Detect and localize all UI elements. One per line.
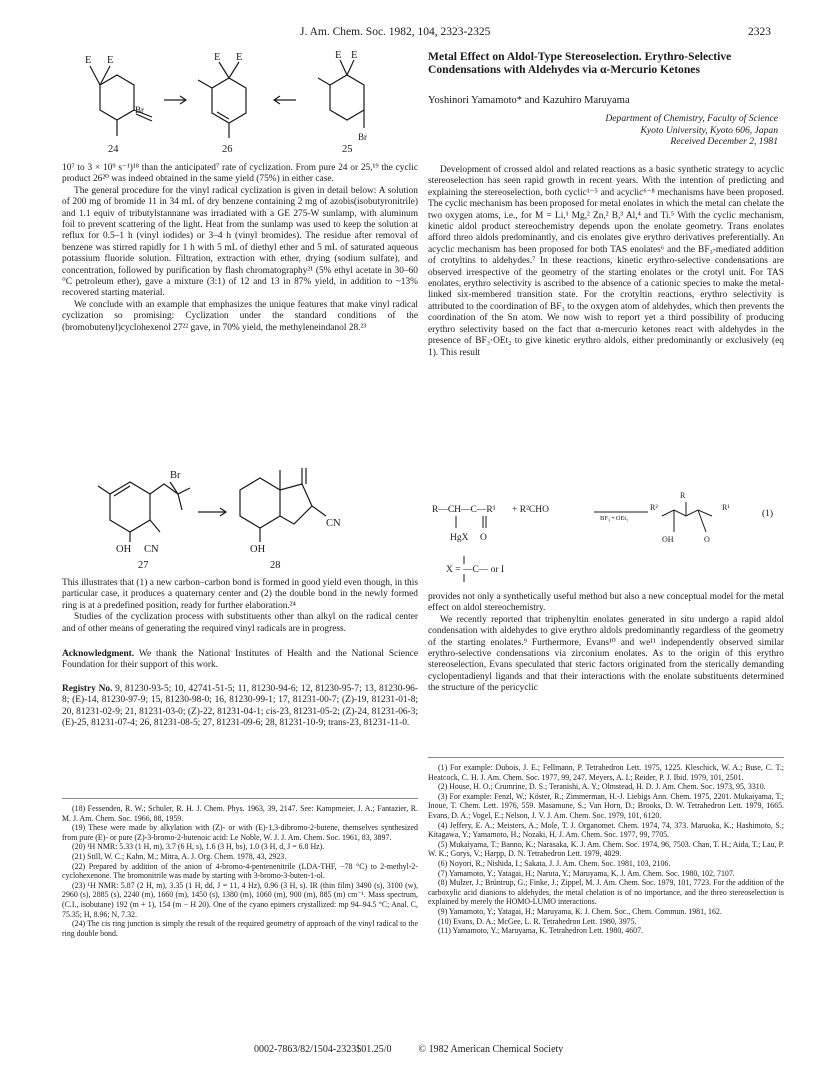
eq-reagent: BF₃ • OEt₂	[600, 515, 629, 522]
br-label: Br	[135, 105, 144, 115]
right-column-lower	[428, 592, 784, 695]
footnote-rule	[62, 798, 418, 799]
footer-copyright: © 1982 American Chemical Society	[418, 1044, 564, 1055]
e-sub: E	[107, 55, 114, 66]
footnote: (20) ¹H NMR: 5.33 (1 H, m), 3.7 (6 H, s), 1.6 (3 H, bs), 1.0 (3 H, d, J = 6.8 Hz).	[72, 842, 325, 852]
footnote: (22) Prepared by addition of the anion of 4-bromo-4-pentenenitrile (LDA-THF, −78 °C) to 2-methyl-2-cyclohexenone. The bromonitrile was made by starting with 3-bromo-3-buten-1-ol.	[62, 861, 418, 881]
footnote: (2) House, H. O.; Crumrine, D. S.; Teranishi, A. Y.; Olmstead, H. D. J. Am. Chem. Soc. 1973, 95, 3310.	[438, 782, 766, 792]
eq-oh: OH	[662, 535, 674, 544]
footnote: (1) For example: Dubois, J. E.; Fellmann, P. Tetrahedron Lett. 1975, 1225. Kleschick, W. A.; Buse, C. T.; Heatcock, C. H. J. Am. Chem. Soc. 1977, 99, 247. Meyers, A. I.; Reider, P. J. Ibid. 1979, 101, 2501.	[428, 763, 784, 782]
footnote: (6) Noyori, R.; Nishida, I.; Sakata, J. J. Am. Chem. Soc. 1981, 103, 2106.	[438, 858, 671, 868]
scheme-27-28	[90, 460, 390, 574]
cn-label: CN	[144, 544, 159, 555]
eq-x-def: X = —C— or I	[446, 565, 505, 575]
paragraph: The general procedure for the vinyl radical cyclization is given in detail below: A solution of 200 mg of bromide 11 in 34 mL of dry benzene containing 2 mg of azobis(isobutyronitrile) and 1.1 equiv of tributylstannane was irradiated with a GE 275-W sunlamp, with aluminum foil to prevent scattering of the light. Heat from the sunlamp was used to keep the solution at reflux for 0.5–1 h (vinyl iodides) or 3–4 h (vinyl bromides). The residue after removal of benzene was stirred rapidly for 1 h with 5 mL of diethyl ether and 5 mL of saturated aqueous potassium fluoride solution. Filtration, extraction with ether, drying (sodium sulfate), and concentration, followed by purification by flash chromatography²¹ (5% ethyl acetate in 30–60 °C petroleum ether), gave a mixture (3:1) of 12 and 13 in 87% yield, in addition to ~13% recovered starting material.	[62, 185, 418, 299]
compound-label-24: 24	[108, 144, 119, 155]
scheme-24-26-25	[62, 50, 418, 156]
e-sub: E	[214, 52, 221, 63]
br-label: Br	[170, 470, 181, 481]
footnote-rule	[428, 757, 784, 758]
footnote: (4) Jeffery, E. A.; Meisters, A.; Mole, T. J. Organomet. Chem. 1974, 74, 373. Maruoka, K.; Hashimoto, S.; Kitagawa, Y.; Yamamoto, H.; Nozaki, H. J. Am. Chem. Soc. 1977, 99, 7705.	[428, 820, 784, 840]
e-sub: E	[335, 50, 342, 61]
eq-r2: R²	[650, 503, 658, 512]
footnote: (9) Yamamoto, Y.; Yatagai, H.; Maruyama, K. J. Chem. Soc., Chem. Commun. 1981, 162.	[438, 906, 722, 916]
paragraph: We conclude with an example that emphasizes the unique features that make vinyl radical cyclization so promising: Cyclization under the standard conditions of the (bromobutenyl)cyclohexenol 27²² gave, in 70% yield, the methyleneindanol 28.²³	[62, 299, 418, 333]
registry: Registry No. 9, 81230-93-5; 10, 42741-51-5; 11, 81230-94-6; 12, 81230-95-7; 13, 81230-96-8; (E)-14, 81230-97-9; 15, 81230-98-0; 16, 81230-99-1; 17, 81231-00-7; (Z)-19, 81231-01-8; 20, 81231-02-9; 21, 81231-03-0; (Z)-22, 81231-04-1; cis-23, 81231-05-2; (Z)-24, 81231-06-3; (E)-25, 81231-07-4; 26, 81231-08-5; 27, 81231-09-6; 28, 81231-10-9; trans-23, 81231-11-0.	[62, 683, 418, 729]
paragraph: provides not only a synthetically useful method but also a new conceptual model for the metal effect on aldol stereochemistry.	[428, 592, 784, 614]
footnote: (19) These were made by alkylation with (Z)- or with (E)-1,3-dibromo-2-butene, themselves synthesized from pure (E)- or pure (Z)-3-bromo-2-butenoic acid: Le Noble, W. J. J. Am. Chem. Soc. 1961, 83, 3897.	[62, 823, 418, 842]
compound-label-28: 28	[270, 560, 281, 571]
oh-label: OH	[250, 544, 266, 555]
left-column	[62, 163, 418, 334]
paragraph: Development of crossed aldol and related reactions as a basic synthetic strategy to acyclic stereoselection has seen rapid growth in recent years. With the intention of predicting and explaining the stereoselection, both cyclic¹⁻⁵ and acyclic⁶⁻⁸ mechanisms have been proposed. The cyclic mechanism has been proposed for metal enolates in which the metal can chelate the two oxygen atoms, i.e., for M = Li,¹ Mg,² Zn,² B,³ Al,⁴ and Ti.⁵ With the cyclic mechanism, kinetic aldol product stereochemistry depends upon the enolate geometry. Trans enolates afford threo aldols predominantly, and cis enolates give erythro derivatives preferentially. An acyclic mechanism has been proposed for both TAS enolates⁶ and the BF₃-mediated addition of crotyltins to aldehydes.⁷ In these reactions, kinetic erythro-selective condensations are observed irrespective of the geometry of the starting enolates or the crotyl unit. For TAS enolates, erythro selectivity is ascribed to the absence of a cationic species to make the metal-linked six-membered transition state. For the crotyltin reactions, erythro selectivity is attributed to the coordination of BF₃ to the oxygen atom of aldehydes, which then prevents the coordination of the Sn atom. We now wish to report yet a third possibility of producing erythro selectivity based on the fact that α-mercurio ketones react with aldehydes in the presence of BF₃·OEt₂ to give kinetic erythro aldols, either predominantly or exclusively (eq 1). This result	[428, 165, 784, 358]
footnote: (24) The cis ring junction is simply the result of the required geometry of approach of the vinyl radical to the ring double bond.	[62, 919, 418, 938]
compound-label-26: 26	[222, 144, 233, 155]
eq-r1: R¹	[722, 503, 730, 512]
right-column	[428, 165, 784, 359]
eq-o2: O	[704, 535, 710, 544]
eq-oxygen: O	[480, 533, 487, 543]
e-sub: E	[85, 55, 92, 66]
footnote: (3) For example: Fenzl, W.; Köster, R.; Zimmerman, H.-J. Liebigs Ann. Chem. 1975, 2201. Mukaiyama, T.; Inoue, T. Chem. Lett. 1976, 559. Masamune, S.; Van Horn, D.; Brooks, D. W. Tetrahedron Lett. 1979, 1665. Evans, D. A.; Vogel, E.; Nelson, J. V. J. Am. Chem. Soc. 1979, 101, 6120.	[428, 791, 784, 820]
footnote: (11) Yamamoto, Y.; Maruyama, K. Tetrahedron Lett. 1980, 4607.	[438, 926, 644, 936]
eq-hgx: HgX	[450, 533, 469, 543]
eq-aldehyde: + R²CHO	[512, 505, 549, 515]
footnote: (5) Mukaiyama, T.; Banno, K.; Narasaka, K. J. Am. Chem. Soc. 1974, 96, 7503. Chan, T. H.; Aida, T.; Lau, P. W. K.; Gorys, V.; Harpp, D. N. Tetrahedron Lett. 1979, 4029.	[428, 839, 784, 859]
journal-header: J. Am. Chem. Soc. 1982, 104, 2323-2325	[300, 26, 491, 38]
article-title: Metal Effect on Aldol-Type Stereoselection. Erythro-Selective Condensations with Aldehydes via α-Mercurio Ketones	[428, 50, 732, 76]
authors: Yoshinori Yamamoto* and Kazuhiro Maruyama	[428, 95, 630, 106]
compound-label-25: 25	[342, 144, 353, 155]
footnote: (18) Fessenden, R. W.; Schuler, R. H. J. Chem. Phys. 1963, 39, 2147. See: Kampmeier, J. A.; Fantazier, R. M. J. Am. Chem. Soc. 1966, 88, 1959.	[62, 804, 418, 823]
eq-r: R	[680, 491, 686, 500]
footnote: (8) Mulzer, J.; Brüntrup, G.; Finke, J.; Zippel, M. J. Am. Chem. Soc. 1979, 101, 7723. For the addition of the carboxylic acid dianions to aldehydes, the metal chelation is of no importance, and the threo stereoselection is explained by merely the HOMO-LUMO interactions.	[428, 878, 784, 907]
paragraph: 10⁷ to 3 × 10⁹ s⁻¹)¹⁸ than the anticipated⁷ rate of cyclization. From pure 24 or 25,¹⁹ the cyclic product 26²⁰ was indeed obtained in the same yield (75%) in either case.	[62, 163, 418, 185]
footer-code: 0002-7863/82/1504-2323$01.25/0	[254, 1044, 392, 1055]
affiliation: Department of Chemistry, Faculty of Science Kyoto University, Kyoto 606, Japan Received December 2, 1981	[605, 113, 778, 148]
footnote: (7) Yamamoto, Y.; Yatagai, H.; Naruta, Y.; Maruyama, K. J. Am. Chem. Soc. 1980, 102, 7107.	[438, 868, 735, 878]
paragraph: This illustrates that (1) a new carbon–carbon bond is formed in good yield even though, in this particular case, it produces a quaternary center and (2) the double bond in the newly formed ring is at a predefined position, ready for further elaboration.²⁴	[62, 578, 418, 611]
paragraph: We recently reported that triphenyltin enolates generated in situ undergo a rapid aldol condensation with aldehydes to give erythro aldols predominantly regardless of the geometry of the starting enolates.⁹ Furthermore, Evans¹⁰ and we¹¹ independently observed similar erythro-selective condensations via zirconium enolates. As to the origin of this erythro stereoselection, Evans speculated that steric factors originated from the sterically demanding cyclopentadienyl ligands and that their interactions with the enolate substituents determined the structure of the pericyclic	[428, 614, 784, 694]
left-footnotes	[62, 804, 418, 938]
footer	[254, 1044, 563, 1055]
right-footnotes	[428, 763, 784, 936]
compound-label-27: 27	[138, 560, 149, 571]
oh-label: OH	[116, 544, 132, 555]
eq-number: (1)	[762, 509, 774, 519]
e-sub: E	[351, 50, 358, 61]
equation-1	[428, 490, 784, 586]
left-column-lower	[62, 578, 418, 729]
eq-reactant: R—CH—C—R¹	[432, 505, 496, 515]
br-label: Br	[358, 132, 367, 142]
footnote: (10) Evans, D. A.; McGee, L. R. Tetrahedron Lett. 1980, 3975.	[438, 916, 637, 926]
page-number: 2323	[748, 26, 771, 38]
footnote: (23) ¹H NMR: 5.87 (2 H, m), 3.35 (1 H, dd, J = 11, 4 Hz), 0.96 (3 H, s). IR (thin film) 3490 (s), 3100 (w), 2960 (s), 2885 (s), 2240 (m), 1660 (m), 1450 (s), 1380 (m), 1060 (m), 900 (m), 885 (m) cm⁻¹. Mass spectrum, (C.I., isobutane) 192 (m + 1), 154 (m − H 20). One of the cyano epimers crystallized: mp 94–94.5 °C; Anal. C, 75.35; H, 8.96; N, 7.32.	[62, 880, 418, 919]
footnote: (21) Still, W. C.; Kahn, M.; Mitra, A. J. Org. Chem. 1978, 43, 2923.	[72, 851, 287, 861]
paragraph: Studies of the cyclization process with substituents other than alkyl on the radical center and of other means of generating the required vinyl radicals are in progress.	[62, 612, 418, 634]
acknowledgment: Acknowledgment. We thank the National Institutes of Health and the National Science Foundation for their support of this work.	[62, 649, 418, 671]
e-sub: E	[236, 52, 243, 63]
cn-label: CN	[326, 518, 341, 529]
